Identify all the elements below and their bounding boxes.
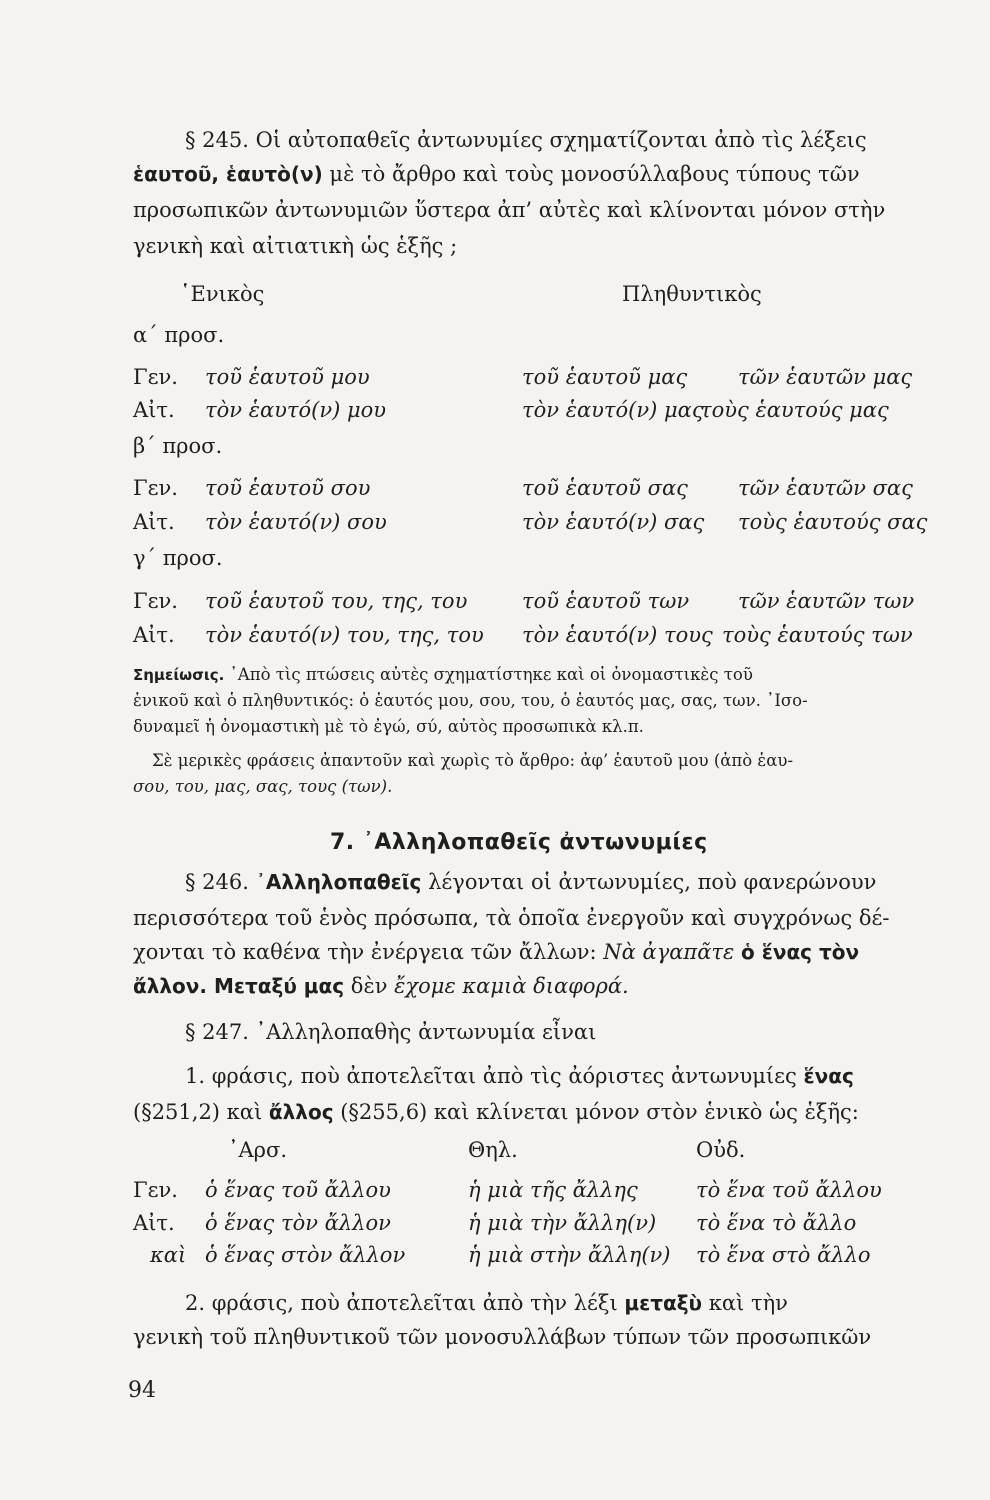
masculine-form: ὁ ἕνας τὸν ἄλλον — [205, 1211, 391, 1235]
feminine-form: ἡ μιὰ τὴν ἄλλη(ν) — [468, 1211, 657, 1235]
plural-form: τὸν ἑαυτό(ν) σας — [522, 510, 705, 534]
plural-form: τοῦ ἑαυτοῦ σας — [522, 476, 688, 500]
plural-form: τοῦ ἑαυτοῦ των — [522, 589, 690, 613]
plural-form: τοὺς ἑαυτούς σας — [738, 510, 928, 534]
neuter-form: τὸ ἕνα τοῦ ἄλλου — [696, 1178, 882, 1202]
case-label: Γεν. — [133, 365, 178, 389]
note-line-1: Σημείωσις. ᾿Απὸ τὶς πτώσεις αὐτὲς σχηματίστηκε καὶ οἱ ὀνομαστικὲς τοῦ — [133, 665, 753, 684]
s247-line-1: § 247. ᾿Αλληλοπαθὴς ἀντωνυμία εἶναι — [185, 1020, 597, 1044]
person-label: α΄ προσ. — [133, 323, 225, 347]
s245-line-2: ἑαυτοῦ, ἑαυτὸ(ν) μὲ τὸ ἄρθρο καὶ τοὺς μονοσύλλαβους τύπους τῶν — [133, 162, 860, 186]
case-label: Αἰτ. — [133, 398, 175, 422]
feminine-header: Θηλ. — [468, 1138, 518, 1162]
s245-line-1: § 245. Οἱ αὐτοπαθεῖς ἀντωνυμίες σχηματίζονται ἀπὸ τὶς λέξεις — [185, 128, 867, 152]
singular-form: τοῦ ἑαυτοῦ σου — [205, 476, 371, 500]
person-label: β΄ προσ. — [133, 434, 223, 458]
note-line-3: δυναμεῖ ἡ ὀνομαστικὴ μὲ τὸ ἐγώ, σύ, αὐτὸς προσωπικὰ κλ.π. — [133, 717, 644, 736]
s247-para-2-line-2: γενικὴ τοῦ πληθυντικοῦ τῶν μονοσυλλάβων τύπων τῶν προσωπικῶν — [133, 1325, 872, 1349]
neuter-form: τὸ ἕνα στὸ ἄλλο — [696, 1243, 871, 1267]
s247-para-1-line-2: (§251,2) καὶ ἄλλος (§255,6) καὶ κλίνεται μόνον στὸν ἑνικὸ ὡς ἑξῆς: — [133, 1100, 859, 1124]
case-label: Γεν. — [133, 1178, 178, 1202]
case-label: Γεν. — [133, 589, 178, 613]
case-label: Αἰτ. — [133, 1211, 175, 1235]
s245-line-3: προσωπικῶν ἀντωνυμιῶν ὕστερα ἀπ’ αὐτὲς καὶ κλίνονται μόνον στὴν — [133, 198, 886, 222]
masculine-form: ὁ ἕνας τοῦ ἄλλου — [205, 1178, 391, 1202]
s246-line-3: χονται τὸ καθένα τὴν ἐνέργεια τῶν ἄλλων: Νὰ ἀγαπᾶτε ὁ ἕνας τὸν — [133, 940, 860, 964]
plural-form: τοῦ ἑαυτοῦ μας — [522, 365, 688, 389]
note-line-5: σου, του, μας, σας, τους (των). — [133, 777, 393, 796]
section-title: 7. ᾿Αλληλοπαθεῖς ἀντωνυμίες — [330, 830, 708, 855]
plural-form: τοὺς ἑαυτούς μας — [700, 398, 889, 422]
feminine-form: ἡ μιὰ στὴν ἄλλη(ν) — [468, 1243, 671, 1267]
page-number: 94 — [128, 1378, 156, 1403]
case-label: Γεν. — [133, 476, 178, 500]
singular-header: ῾Ενικὸς — [180, 282, 265, 306]
s245-line-4: γενικὴ καὶ αἰτιατικὴ ὡς ἑξῆς ; — [133, 234, 458, 258]
s246-line-2: περισσότερα τοῦ ἑνὸς πρόσωπα, τὰ ὁποῖα ἐνεργοῦν καὶ συγχρόνως δέ- — [133, 906, 890, 930]
case-label: Αἰτ. — [133, 623, 175, 647]
masculine-header: ᾿Αρσ. — [228, 1138, 288, 1162]
plural-form: τὸν ἑαυτό(ν) τους — [522, 623, 713, 647]
case-label: καὶ — [150, 1243, 187, 1267]
plural-form: τῶν ἑαυτῶν των — [738, 589, 915, 613]
singular-form: τὸν ἑαυτό(ν) του, της, του — [205, 623, 484, 647]
neuter-form: τὸ ἕνα τὸ ἄλλο — [696, 1211, 857, 1235]
masculine-form: ὁ ἕνας στὸν ἄλλον — [205, 1243, 406, 1267]
singular-form: τοῦ ἑαυτοῦ μου — [205, 365, 370, 389]
plural-form: τῶν ἑαυτῶν μας — [738, 365, 913, 389]
singular-form: τὸν ἑαυτό(ν) μου — [205, 398, 387, 422]
plural-form: τοὺς ἑαυτούς των — [722, 623, 913, 647]
feminine-form: ἡ μιὰ τῆς ἄλλης — [468, 1178, 638, 1202]
person-label: γ΄ προσ. — [133, 546, 223, 570]
note-line-4: Σὲ μερικὲς φράσεις ἀπαντοῦν καὶ χωρὶς τὸ ἄρθρο: ἀφ’ ἑαυτοῦ μου (ἀπὸ ἑαυ- — [152, 751, 794, 770]
note-line-2: ἑνικοῦ καὶ ὁ πληθυντικός: ὁ ἑαυτός μου, σου, του, ὁ ἑαυτός μας, σας, των. ᾿Ισο- — [133, 691, 808, 710]
s246-line-4: ἄλλον. Μεταξύ μας δὲν ἔχομε καμιὰ διαφορά. — [133, 974, 629, 998]
plural-form: τῶν ἑαυτῶν σας — [738, 476, 913, 500]
s247-para-1-line-1: 1. φράσις, ποὺ ἀποτελεῖται ἀπὸ τὶς ἀόριστες ἀντωνυμίες ἕνας — [185, 1064, 854, 1088]
s246-line-1: § 246. ᾿Αλληλοπαθεῖς λέγονται οἱ ἀντωνυμίες, ποὺ φανερώνουν — [185, 870, 877, 894]
neuter-header: Οὐδ. — [696, 1138, 746, 1162]
plural-form: τὸν ἑαυτό(ν) μας — [522, 398, 704, 422]
singular-form: τοῦ ἑαυτοῦ του, της, του — [205, 589, 468, 613]
s247-para-2-line-1: 2. φράσις, ποὺ ἀποτελεῖται ἀπὸ τὴν λέξι μεταξὺ καὶ τὴν — [185, 1291, 788, 1315]
case-label: Αἰτ. — [133, 510, 175, 534]
plural-header: Πληθυντικὸς — [622, 282, 762, 306]
singular-form: τὸν ἑαυτό(ν) σου — [205, 510, 387, 534]
